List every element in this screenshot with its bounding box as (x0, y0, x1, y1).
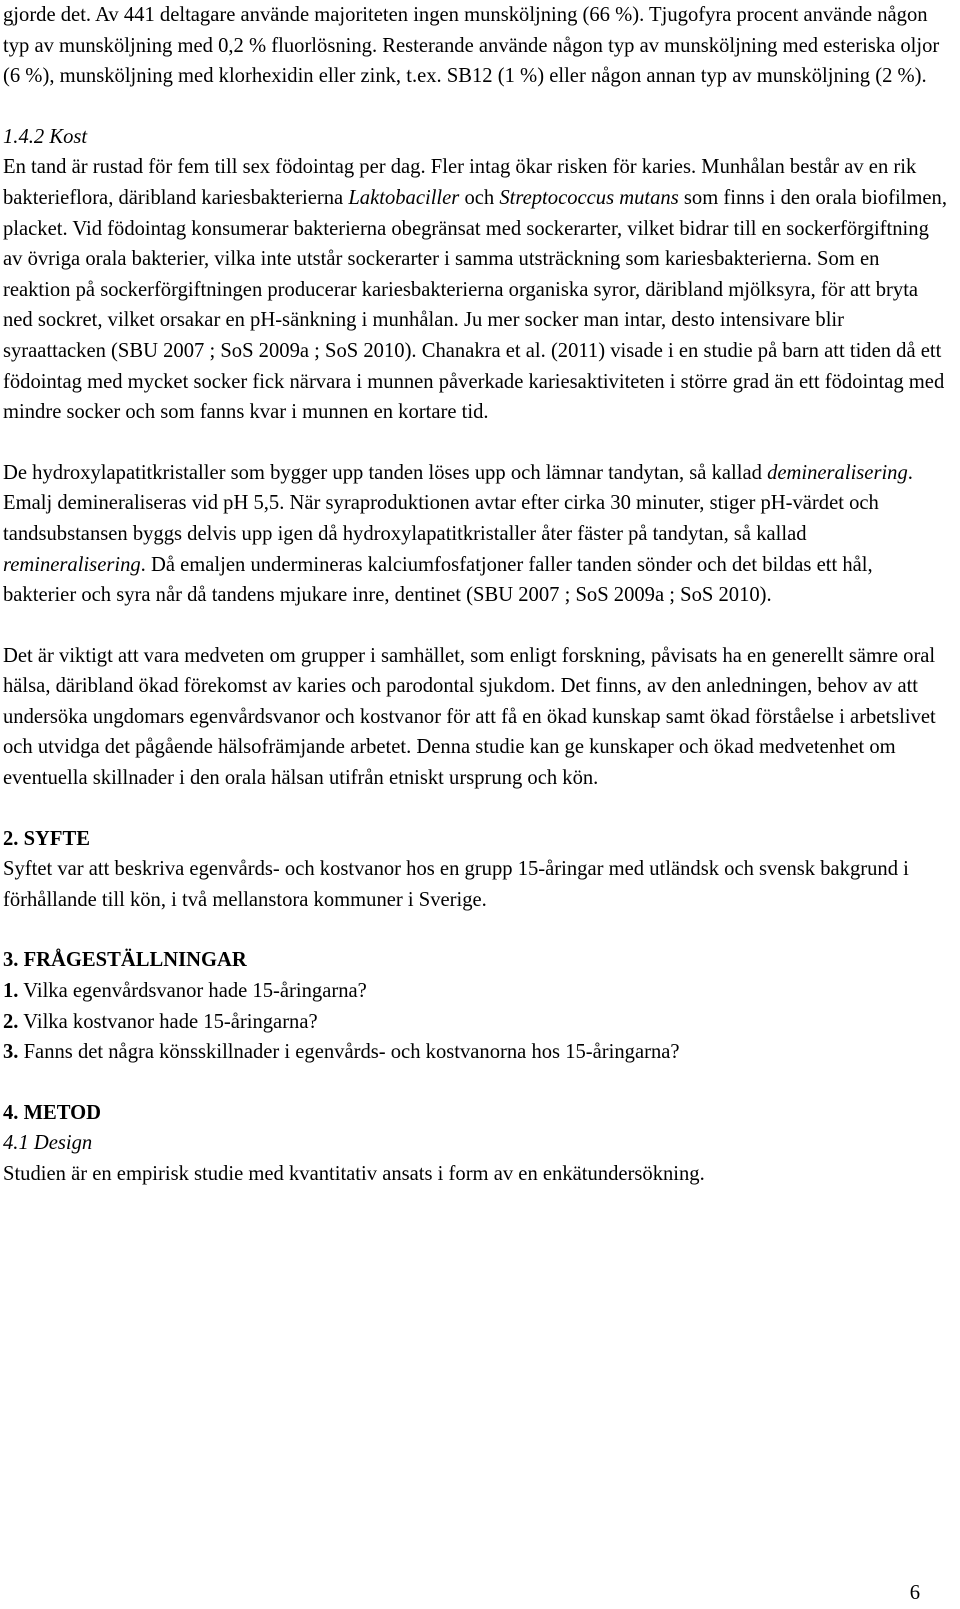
subsection-heading-design: 4.1 Design (3, 1132, 93, 1155)
text-run: . Då emaljen undermineras kalciumfosfatjoner faller tanden sönder och det bildas ett hål, bakterier och syra når då tandens mjukare inre, dentinet (SBU 2007 ; SoS 2009a ; SoS 2010). (3, 553, 873, 607)
section-heading-syfte: 2. SYFTE (3, 827, 90, 850)
section-metod (3, 1098, 947, 1190)
subsection-heading-kost: 1.4.2 Kost (3, 125, 88, 148)
text-run: . Emalj demineraliseras vid pH 5,5. När syraproduktionen avtar efter cirka 30 minuter, stiger pH-värdet och tandsubstansen byggs delvis upp igen då hydroxylapatitkristaller åter fäster på tandytan, så kallad (3, 461, 913, 545)
page-number: 6 (909, 1582, 920, 1604)
intro-paragraph: gjorde det. Av 441 deltagare använde majoriteten ingen munsköljning (66 %). Tjugofyra procent använde någon typ av munsköljning med 0,2 % fluorlösning. Resterande använde någon typ av munsköljning med esteriska oljor (6 %), munsköljning med klorhexidin eller zink, t.ex. SB12 (1 %) eller någon annan typ av munsköljning (2 %). (3, 4, 940, 88)
text-run: som finns i den orala biofilmen, placket. Vid födointag konsumerar bakterierna obegränsat med sockerarter, vilket bidrar till en sockerförgiftning av övriga orala bakterier, vilka inte utstår sockerarter i samma utsträckning som kariesbakterierna. Som en reaktion på sockerförgiftningen producerar kariesbakterierna organiska syror, däribland mjölksyra, för att bryta ned sockret, vilket orsakar en pH-sänkning i munhålan. Ju mer socker man intar, desto intensivare blir syraattacken (SBU 2007 ; SoS 2009a ; SoS 2010). Chanakra et al. (2011) visade i en studie på barn att tiden då ett födointag med mycket socker fick närvara i munnen påverkade kariesaktiviteten i större grad än ett födointag med mindre socker och som fanns kvar i munnen en kortare tid. (3, 186, 947, 424)
emphasis-streptococcus: Streptococcus mutans (499, 186, 679, 209)
question-number: 3. (3, 1041, 19, 1064)
text-run: En tand är rustad för fem till sex födointag per dag. Fler intag ökar risken för karies. Munhålan består av en rik bakterieflora, däribland kariesbakterierna (3, 156, 917, 209)
question-text: Vilka egenvårdsvanor hade 15-åringarna? (18, 980, 367, 1003)
question-text: Fanns det några könsskillnader i egenvårds- och kostvanorna hos 15-åringarna? (18, 1041, 680, 1064)
question-number: 1. (3, 980, 19, 1003)
section-syfte (3, 824, 947, 916)
emphasis-demineralisering: demineralisering (767, 461, 908, 484)
document-page (3, 0, 947, 1190)
question-number: 2. (3, 1010, 19, 1033)
question-item (3, 1007, 947, 1038)
section-heading-metod: 4. METOD (3, 1101, 102, 1124)
question-item (3, 1037, 947, 1068)
emphasis-laktobaciller: Laktobaciller (348, 186, 460, 209)
emphasis-remineralisering: remineralisering (3, 553, 141, 576)
text-run: och (459, 186, 500, 209)
text-run: De hydroxylapatitkristaller som bygger upp tanden löses upp och lämnar tandytan, så kallad (3, 461, 768, 484)
syfte-paragraph: Syftet var att beskriva egenvårds- och kostvanor hos en grupp 15-åringar med utländsk och svensk bakgrund i förhållande till kön, i två mellanstora kommuner i Sverige. (3, 858, 909, 911)
kost-paragraph-1 (3, 152, 947, 427)
kost-paragraph-3: Det är viktigt att vara medveten om grupper i samhället, som enligt forskning, påvisats ha en generellt sämre oral hälsa, däribland ökad förekomst av karies och parodontal sjukdom. Det finns, av den anledningen, behov av att undersöka ungdomars egenvårdsvanor och kostvanor för att få en ökad kunskap samt ökad förståelse i arbetslivet och utvidga det pågående hälsofrämjande arbetet. Denna studie kan ge kunskaper och ökad medvetenhet om eventuella skillnader i den orala hälsan utifrån etniskt ursprung och kön. (3, 644, 936, 790)
question-item (3, 976, 947, 1007)
section-heading-fragestallningar: 3. FRÅGESTÄLLNINGAR (3, 949, 247, 972)
section-fragestallningar (3, 945, 947, 1067)
kost-paragraph-2 (3, 458, 947, 611)
metod-paragraph: Studien är en empirisk studie med kvantitativ ansats i form av en enkätundersökning. (3, 1163, 705, 1185)
section-kost (3, 122, 947, 794)
question-text: Vilka kostvanor hade 15-åringarna? (18, 1010, 318, 1033)
